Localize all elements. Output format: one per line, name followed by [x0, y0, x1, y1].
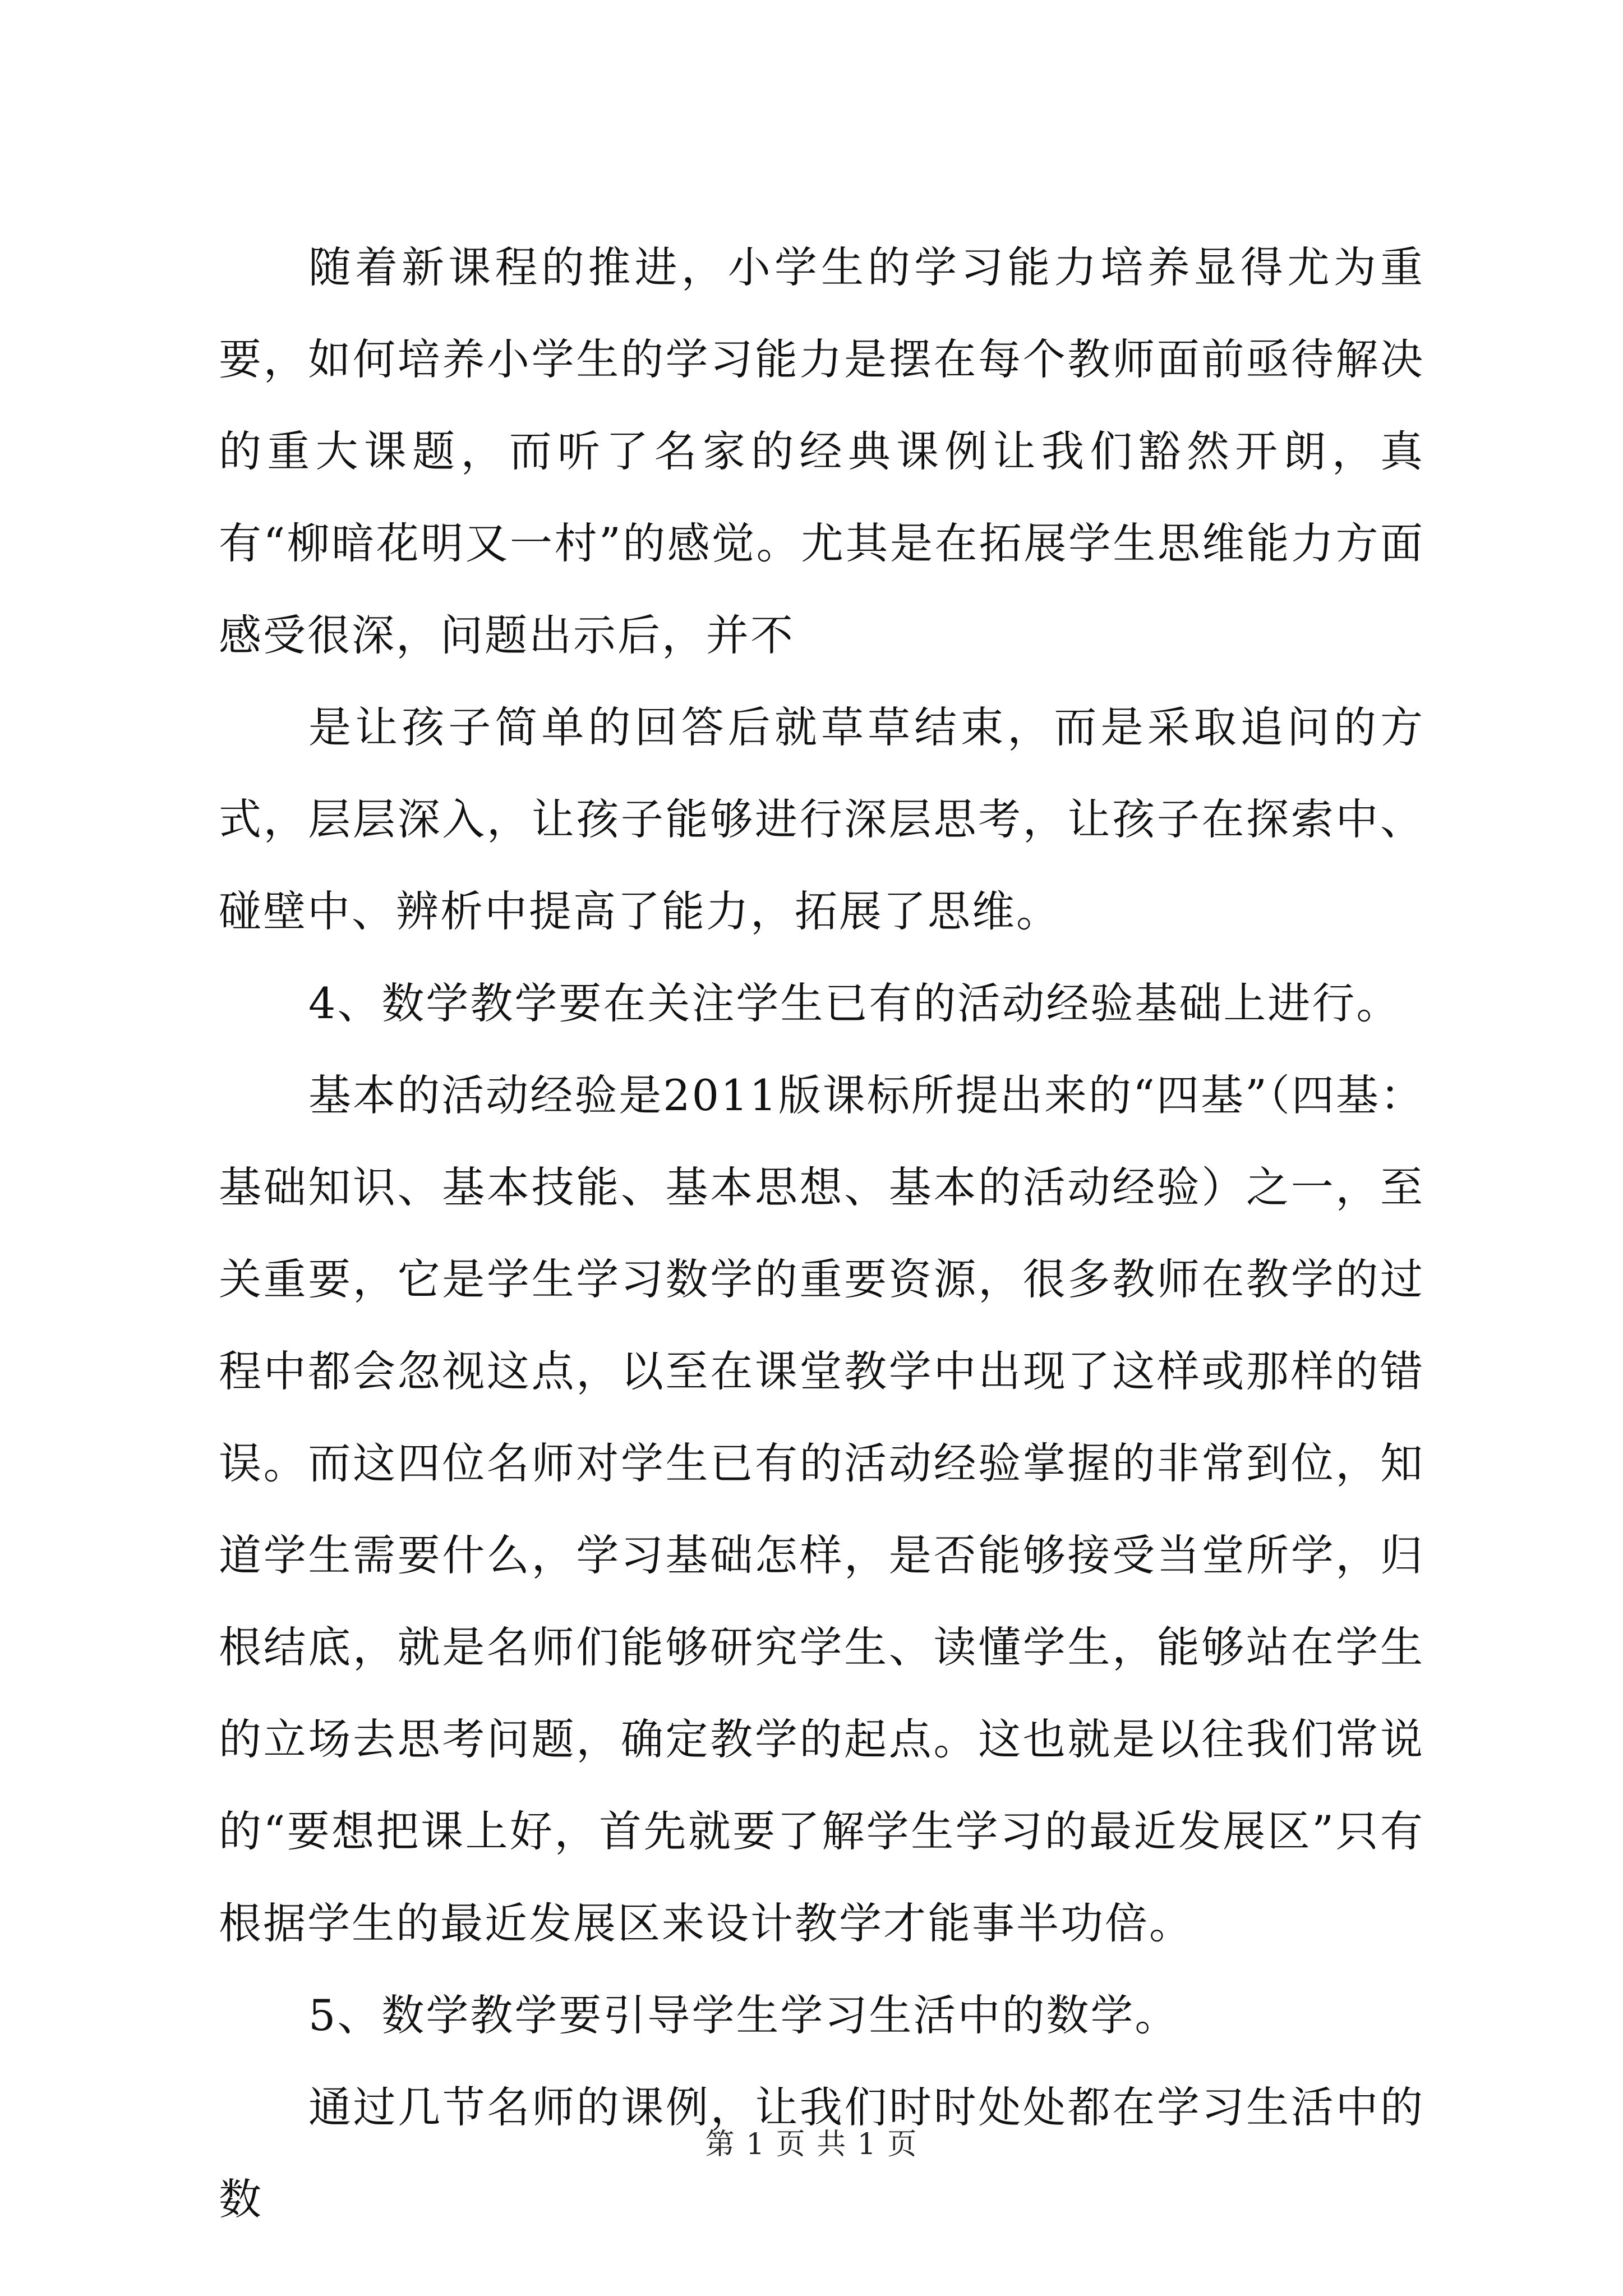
- paragraph: 基本的活动经验是2011版课标所提出来的“四基”（四基：基础知识、基本技能、基本思想、基本的活动经验）之一，至关重要，它是学生学习数学的重要资源，很多教师在教学的过程中都会忽视这点，以至在课堂教学中出现了这样或那样的错误。而这四位名师对学生已有的活动经验掌握的非常到位，知道学生需要什么，学习基础怎样，是否能够接受当堂所学，归根结底，就是名师们能够研究学生、读懂学生，能够站在学生的立场去思考问题，确定教学的起点。这也就是以往我们常说的“要想把课上好，首先就要了解学生学习的最近发展区”只有根据学生的最近发展区来设计教学才能事半功倍。: [219, 1070, 1424, 1948]
- paragraph: 通过几节名师的课例，让我们时时处处都在学习生活中的数: [219, 2082, 1424, 2224]
- page-footer: 第 1 页 共 1 页: [705, 2128, 918, 2161]
- document-body: [219, 222, 1424, 2246]
- paragraph: 4、数学教学要在关注学生已有的活动经验基础上进行。: [308, 978, 1401, 1028]
- paragraph: 5、数学教学要引导学生学习生活中的数学。: [308, 1990, 1179, 2040]
- paragraph: 随着新课程的推进，小学生的学习能力培养显得尤为重要，如何培养小学生的学习能力是摆在每个教师面前亟待解决的重大课题，而听了名家的经典课例让我们豁然开朗，真有“柳暗花明又一村”的感觉。尤其是在拓展学生思维能力方面感受很深，问题出示后，并不: [219, 242, 1424, 660]
- paragraph: 是让孩子简单的回答后就草草结束，而是采取追问的方式，层层深入，让孩子能够进行深层思考，让孩子在探索中、碰壁中、辨析中提高了能力，拓展了思维。: [219, 702, 1424, 936]
